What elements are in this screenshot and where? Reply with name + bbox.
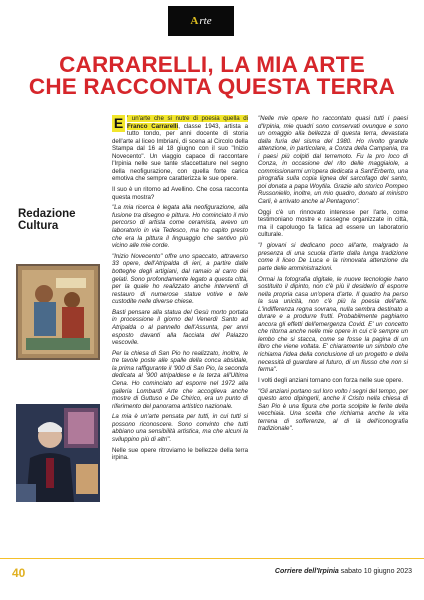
answer-paragraph: "Gli anziani portano sul loro volto i segni del tempo, per questo amo dipingerli, anche il Cristo nella chiesa di San Pio è una figura che porta scolpite le ferite della vecchiaia. Una scelta che richiama anche la vita terrena di sofferenze, al di là dell'iconografia tradizionale". xyxy=(258,387,408,433)
answer-paragraph: Ormai la fotografia digitale, le nuove tecnologie hano sostituito il dipinto, non c'è più il desiderio di esporre nella propria casa un'opera d'arte. Il quadro ha perso la sua unicità, non c'è più la poesia dell'arte. L'indifferenza regna sovrana, nulla sembra destinato a durare e a produrre frutti. Probabilmente paghiamo ancora gli effetti dell'emergenza Covid. E' un concetto che ritorna anche nelle mie opere in cui c'è sempre un lembo che si stacca, come se fosse la pagina di un libro che viene voltata. E' chiaramente un simbolo che richiama l'idea della conclusione di un progetto e della necessità di guardare al futuro, di un flusso che non si ferma". xyxy=(258,275,408,374)
artwork-painting-image xyxy=(16,264,100,360)
drop-cap: E xyxy=(113,115,124,131)
artist-portrait-image xyxy=(16,404,100,502)
section-tab-initial: A xyxy=(190,15,199,27)
answer-paragraph: "Inizio Novecento" offre uno spaccato, attraverso 33 opere, dell'Atripalda di ieri, a partire dalle botteghe degli artigiani, dal ramaio al carro dei gelati. Sono profondamente legato a questa città, per la quale ho realizzato anche interventi di restauro di numerose statue votive e tele custodite nelle diverse chiese. xyxy=(112,252,248,306)
byline-line-2: Cultura xyxy=(18,220,59,232)
article-headline xyxy=(0,54,424,98)
headline-line-1: CARRARELLI, LA MIA ARTE xyxy=(59,52,365,77)
paragraph xyxy=(112,115,248,183)
answer-paragraph: Basti pensare alla statua del Gesù morto portata in processione il giorno del Venerdì Santo ad Atripalda o al pannello dell'Assunta, per anni esposto davanti alla facciata del Palazzo vescovile. xyxy=(112,308,248,347)
footer-publication xyxy=(275,568,412,575)
lead-text: ' un'arte che si nutre di poesia quella di xyxy=(127,115,248,122)
artist-photo xyxy=(16,404,100,502)
question-paragraph: I volti degli anziani tornano con forza nelle sue opere. xyxy=(258,376,404,384)
byline-line-1: Redazione xyxy=(18,208,76,220)
answer-paragraph: "La mia ricerca è legata alla neofigurazione, alla fusione tra disegno e pittura. Ho cominciato il mio percorso di artista come ceramista, avevo un laboratorio in via Tedesco, ma ho capito presto che era la pittura il linguaggio che sentivo più vicino alle mie corde. xyxy=(112,204,248,250)
publication-name: Corriere dell'Irpinia xyxy=(274,568,339,575)
answer-paragraph: "I giovani si dedicano poco all'arte, malgrado la presenza di una scuola d'arte dalla lunga tradizione come il liceo De Luca e la rinnovata attenzione da parte delle amministrazioni. xyxy=(258,242,408,272)
artist-name: Franco Carrarelli xyxy=(127,122,179,130)
artwork-photo xyxy=(16,264,100,360)
answer-paragraph: La mia è un'arte pensata per tutti, in cui tutti si possono riconoscere. Sono convinto che tutti abbiano una sensibilità artistica, ma che alcuni la sviluppino più di altri". xyxy=(112,413,248,443)
question-paragraph: Nelle sue opere ritroviamo le bellezze della terra irpina. xyxy=(112,446,248,462)
question-paragraph: Oggi c'è un rinnovato interesse per l'arte, come testimoniano mostre e rassegne organizzate in città, ma il capoluogo fa fatica ad essere un laboratorio culturale. xyxy=(258,208,408,239)
article-column-middle xyxy=(112,115,248,465)
publication-date: sabato 10 giugno 2023 xyxy=(338,568,412,575)
byline xyxy=(18,208,98,232)
section-tab-label: rte xyxy=(199,15,212,27)
footer-divider xyxy=(0,558,424,559)
lead-text-continued: , classe 1943, artista a tutto tondo, per anni docente di storia dell'arte al liceo Imbriani, di scena al Circolo della Stampa dal 16 al 18 giugno con il suo "Inizio Novecento". Un viaggio capace di raccontare l'Irpinia nelle sue tante sfaccettature nel segno della neofigurazione, con quella forte carica emotiva che sempre caratterizza le sue opere. xyxy=(112,122,248,183)
page-number: 40 xyxy=(12,566,26,580)
answer-paragraph: Per la chiesa di San Pio ho realizzato, inoltre, le tre tavole poste alle spalle della conca absidale, la prima raffigurante il '900 di San Pio, la seconda dedicata al '900 atripaldese e la terza all'Ultima Cena. Ho cominciato ad esporre nel 1972 alla galleria Lombardi Arte che accoglieva anche mostre di Guttuso e De Chirico, era un punto di riferimento del panorama artistico nazionale. xyxy=(112,349,248,410)
question-paragraph: Il suo è un ritorno ad Avellino. Che cosa racconta questa mostra? xyxy=(112,186,248,201)
article-column-right xyxy=(258,115,408,436)
headline-line-2: CHE RACCONTA QUESTA TERRA xyxy=(28,74,396,99)
section-tab xyxy=(168,6,234,36)
answer-paragraph: "Nelle mie opere ho raccontato quasi tutti i paesi d'Irpinia, mie quadri sono conservati ovunque e sono un omaggio alla bellezza di questa terra, devastata dalla furia del sisma del 1980. Ho rivolto grande attenzione, in particolare, a Conza della Campania, tra i paesi più colpiti dal terremoto. Fu la pro loco di Conza, in occasione del rito delle maggiaiole, a commissionarmi un'opera dedicata a Sant'Erberto, una pirografia sulla copia lignea del sarcofago del santo, poi donata a papa Woytila. Grazie allo storico Pompeo Russoniello, inoltre, un mio quadro, donato al ministro Carli, è arrivato anche al Pentagono". xyxy=(258,115,408,206)
